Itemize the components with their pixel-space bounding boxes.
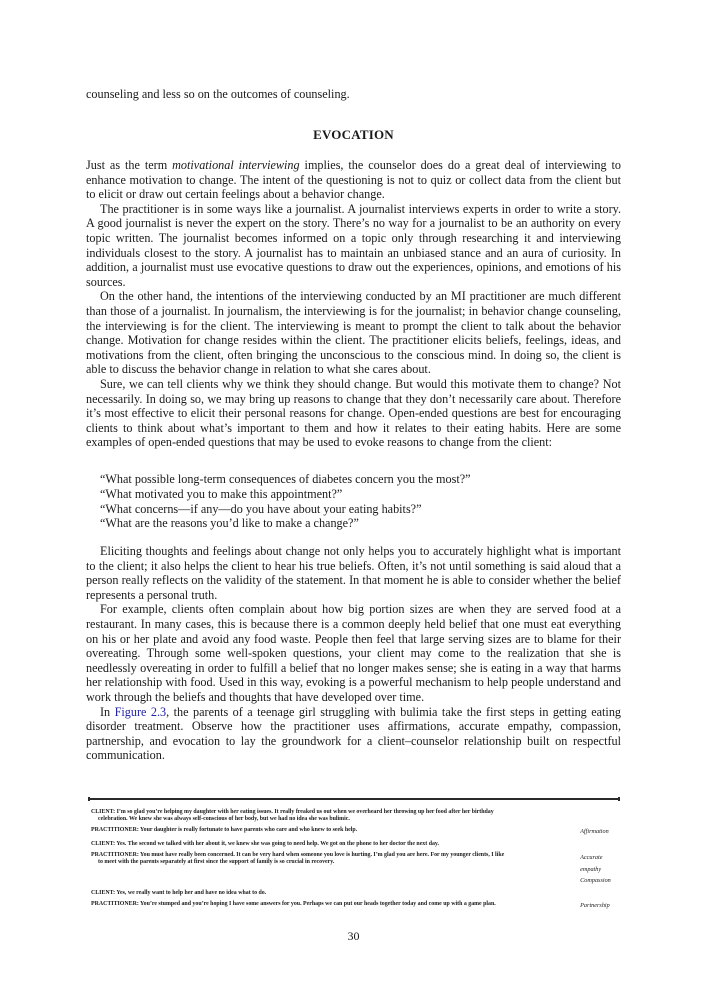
mi-skill-note: Affirmation — [580, 828, 609, 836]
question-list — [100, 472, 471, 531]
dialogue-text — [88, 809, 579, 824]
paragraph-1 — [86, 158, 621, 202]
dialogue-row — [88, 841, 620, 848]
figure-link[interactable]: Figure 2.3 — [114, 704, 167, 719]
paragraph-4: Sure, we can tell clients why we think they should change. But would this motivate them to change? Not necessarily. In doing so, we may bring up reasons to change that they don’t necessarily care about. Therefore it’s most effective to elicit their personal reasons for change. Open-ended questions are best for encouraging clients to think about what’s important to them and how it relates to their eating habits. Here are some examples of open-ended questions that may be used to evoke reasons to change from the client: — [86, 376, 621, 450]
paragraph-1-after: implies, the counselor does do a great deal of interviewing to enhance motivation to change. The intent of the questioning is not to quiz or collect data from the client but to elicit or draw out certain feelings about a behavior change. — [86, 158, 621, 202]
paragraph-7 — [86, 705, 621, 763]
dialogue-line: CLIENT: Yes, we really want to help her and have no idea what to do. — [91, 890, 267, 897]
dialogue-row — [88, 890, 620, 897]
dialogue-line: PRACTITIONER: You must have really been concerned. It can be very hard when someone you love is hurting. I’m glad you are here. For my younger clients, I like — [91, 852, 505, 858]
figure-top-rule — [88, 798, 620, 800]
dialogue-line-continued: celebration. We knew she was always self-conscious of her body, but we had no idea she was bulimic. — [98, 816, 350, 823]
mi-skill-note: Partnership — [580, 902, 610, 910]
paragraph-5: Eliciting thoughts and feelings about change not only helps you to accurately highlight what is important to the client; it also helps the client to hear his true beliefs. Often, it’s not until something is said aloud that a person really reflects on the validity of the statement. In that moment he is able to consider whether the belief represents a personal truth. — [86, 544, 621, 602]
dialogue-text — [88, 901, 579, 911]
dialogue-row — [88, 827, 620, 837]
mi-skill-note — [579, 809, 620, 824]
mi-skill-note — [579, 841, 620, 848]
dialogue-line: PRACTITIONER: Your daughter is really fortunate to have parents who care and who knew to seek help. — [91, 827, 358, 834]
intro-line-block — [86, 87, 621, 102]
paragraph-7-after: , the parents of a teenage girl struggling with bulimia take the first steps in getting eating disorder treatment. Observe how the practitioner uses affirmations, accurate empathy, compassion, partnership, and evocation to lay the groundwork for a client–counselor relationship built on respectful communication. — [86, 704, 622, 763]
dialogue-text — [88, 827, 579, 837]
dialogue-text — [88, 890, 579, 897]
question-item: “What concerns—if any—do you have about your eating habits?” — [100, 501, 422, 516]
dialogue-rows — [88, 809, 620, 911]
dialogue-row — [88, 852, 620, 887]
dialogue-line: CLIENT: I’m so glad you’re helping my daughter with her eating issues. It really freaked us out when we overheard her throwing up her food after her birthday — [91, 809, 494, 815]
section-heading: EVOCATION — [313, 127, 394, 142]
intro-line: counseling and less so on the outcomes of counseling. — [86, 87, 350, 101]
question-item: “What motivated you to make this appointment?” — [100, 486, 343, 501]
dialogue-row — [88, 901, 620, 911]
figure-rule-tick-right — [618, 797, 620, 801]
dialogue-line: PRACTITIONER: You’re stumped and you’re hoping I have some answers for you. Perhaps we can put our heads together today and come up with a game plan. — [91, 901, 496, 908]
mi-skill-note: Accurate empathy Compassion — [580, 854, 611, 884]
mi-skill-note — [579, 890, 620, 897]
dialogue-text — [88, 852, 579, 887]
figure-rule-tick-left — [88, 797, 90, 801]
question-item: “What possible long-term consequences of diabetes concern you the most?” — [100, 472, 471, 486]
dialogue-line: CLIENT: Yes. The second we talked with her about it, we knew she was going to need help. We got on the phone to her doctor the next day. — [91, 841, 440, 847]
paragraph-6: For example, clients often complain about how big portion sizes are when they are served food at a restaurant. In many cases, this is because there is a common deeply held belief that one must eat everything on his or her plate and avoid any food waste. People then feel that large serving sizes are to blame for their overeating. Through some well-spoken questions, your client may come to the realization that she is needlessly overeating in order to fulfill a belief that no longer makes sense; she is eating in a way that harms her relationship with food. Used in this way, evoking is a powerful mechanism to help people understand and work through the beliefs and thoughts that have developed over time. — [86, 602, 621, 704]
page-number: 30 — [347, 929, 360, 943]
paragraph-7-before: In — [100, 704, 115, 719]
paragraph-1-emphasis: motivational interviewing — [172, 158, 300, 172]
paragraph-3: On the other hand, the intentions of the interviewing conducted by an MI practitioner are much different than those of a journalist. In journalism, the interviewing is for the journalist; in behavior change counseling, the interviewing is for the client. The interviewing is meant to prompt the client to talk about the behavior change. Motivation for change resides within the client. The practitioner elicits beliefs, feelings, ideas, and motivations from the client, often bringing the unconscious to the conscious mind. In doing so, the client is able to discuss the behavior change in relation to what she cares about. — [86, 289, 621, 377]
dialogue-figure — [88, 798, 620, 915]
body-text-upper — [86, 158, 621, 450]
paragraph-2: The practitioner is in some ways like a journalist. A journalist interviews experts in order to write a story. A good journalist is never the expert on the story. There’s no way for a journalist to be an authority on every topic written. The journalist becomes informed on a topic only through researching it and interviewing individuals closest to the story. A journalist has to maintain an unbiased stance and an aura of curiosity. In addition, a journalist must use evocative questions to draw out the experiences, opinions, and emotions of his sources. — [86, 201, 621, 289]
question-item: “What are the reasons you’d like to make a change?” — [100, 516, 359, 531]
paragraph-1-before: Just as the term — [86, 158, 173, 172]
dialogue-text — [88, 841, 579, 848]
dialogue-line-continued: to meet with the parents separately at first since the support of family is so crucial in recovery. — [98, 859, 335, 866]
body-text-lower — [86, 544, 621, 763]
dialogue-row — [88, 809, 620, 824]
